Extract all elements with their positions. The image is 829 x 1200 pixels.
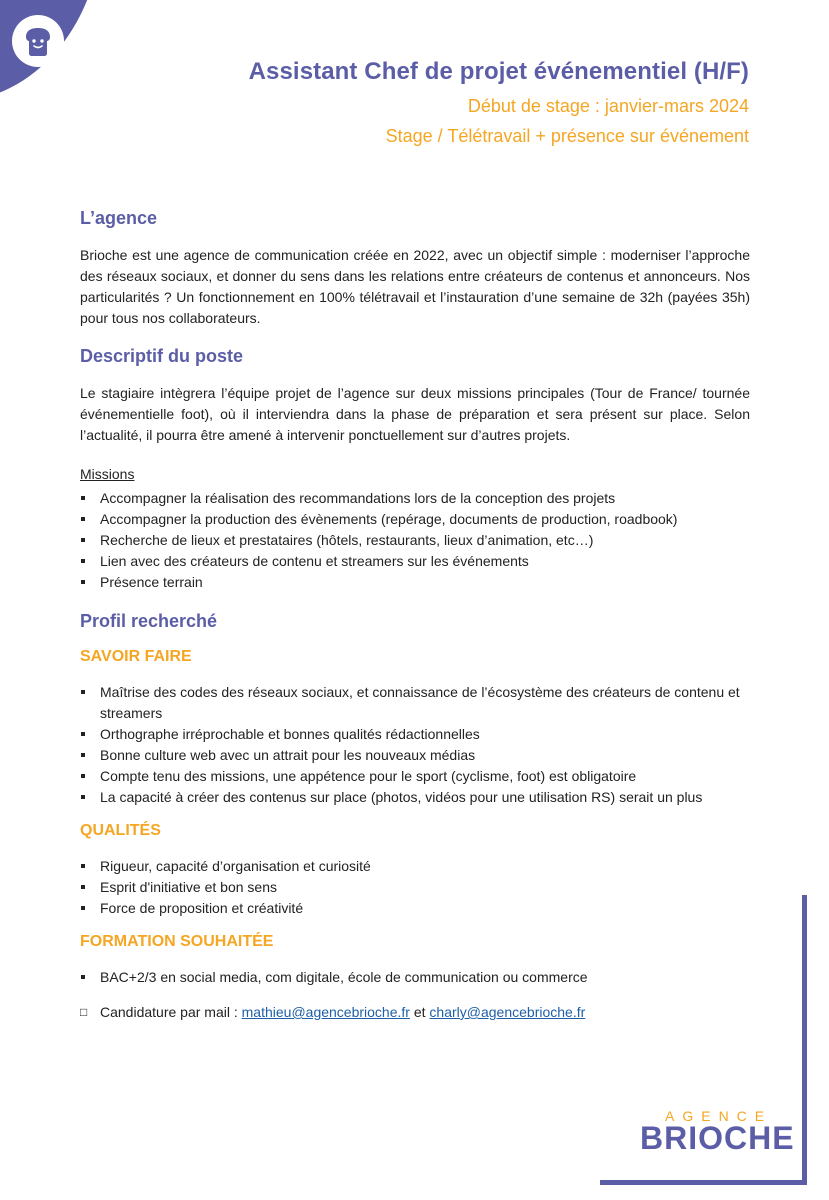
frame-line-right xyxy=(802,895,807,1185)
list-item: Bonne culture web avec un attrait pour les nouveaux médias xyxy=(80,745,750,766)
brand-agence: AGENCE xyxy=(665,1108,773,1124)
list-item: Maîtrise des codes des réseaux sociaux, et connaissance de l’écosystème des créateurs de contenu et streamers xyxy=(80,682,750,724)
contact-line xyxy=(80,1002,750,1023)
list-item: Recherche de lieux et prestataires (hôtels, restaurants, lieux d’animation, etc…) xyxy=(80,530,750,551)
work-mode: Stage / Télétravail + présence sur événement xyxy=(385,126,749,146)
post-heading: Descriptif du poste xyxy=(80,346,244,366)
savoir-faire-list xyxy=(80,682,750,808)
bread-icon xyxy=(21,24,55,58)
agency-text: Brioche est une agence de communication créée en 2022, avec un objectif simple : moderniser l’approche des réseaux sociaux, et donner du sens dans les relations entre créateurs de contenus et annonceurs. Nos particularités ? Un fonctionnement en 100% télétravail et l’instauration d’une semaine de 32h (payées 35h) pour tous nos collaborateurs. xyxy=(80,247,750,326)
post-text: Le stagiaire intègrera l’équipe projet de l’agence sur deux missions principales (Tour de France/ tournée événementielle foot), où il interviendra dans la phase de préparation et sera présent sur place. Selon l’actualité, il pourra être amené à intervenir ponctuellement sur d’autres projets. xyxy=(80,385,750,443)
brand-name: BRIOCHE xyxy=(640,1120,795,1156)
profile-heading: Profil recherché xyxy=(80,611,218,631)
qualites-list xyxy=(80,856,750,919)
qualites-heading: QUALITÉS xyxy=(80,822,161,839)
list-item: Rigueur, capacité d’organisation et curiosité xyxy=(80,856,750,877)
main-content xyxy=(80,208,750,1023)
list-item: Compte tenu des missions, une appétence pour le sport (cyclisme, foot) est obligatoire xyxy=(80,766,750,787)
job-title: Assistant Chef de projet événementiel (H/F) xyxy=(248,58,749,85)
list-item: Présence terrain xyxy=(80,572,750,593)
formation-list xyxy=(80,967,750,988)
list-item: Accompagner la réalisation des recommandations lors de la conception des projets xyxy=(80,488,750,509)
pointer-icon: □ xyxy=(80,1005,88,1019)
list-item: Lien avec des créateurs de contenu et streamers sur les événements xyxy=(80,551,750,572)
brioche-logo xyxy=(12,15,64,67)
start-date: Début de stage : janvier-mars 2024 xyxy=(467,96,749,116)
page-header xyxy=(249,58,749,156)
list-item: Force de proposition et créativité xyxy=(80,898,750,919)
email-link-mathieu[interactable]: mathieu@agencebrioche.fr xyxy=(241,1004,410,1020)
list-item: BAC+2/3 en social media, com digitale, école de communication ou commerce xyxy=(80,967,750,988)
list-item: La capacité à créer des contenus sur place (photos, vidéos pour une utilisation RS) serait un plus xyxy=(80,787,750,808)
formation-heading: FORMATION SOUHAITÉE xyxy=(80,933,274,950)
agency-heading: L’agence xyxy=(80,208,158,228)
list-item: Accompagner la production des évènements (repérage, documents de production, roadbook) xyxy=(80,509,750,530)
list-item: Orthographe irréprochable et bonnes qualités rédactionnelles xyxy=(80,724,750,745)
contact-prefix: Candidature par mail : xyxy=(100,1004,242,1020)
frame-line-bottom xyxy=(600,1180,807,1185)
contact-and: et xyxy=(409,1004,430,1020)
savoir-faire-heading: SAVOIR FAIRE xyxy=(80,648,192,665)
missions-label: Missions xyxy=(80,466,135,482)
missions-list xyxy=(80,488,750,593)
email-link-charly[interactable]: charly@agencebrioche.fr xyxy=(429,1004,586,1020)
list-item: Esprit d'initiative et bon sens xyxy=(80,877,750,898)
